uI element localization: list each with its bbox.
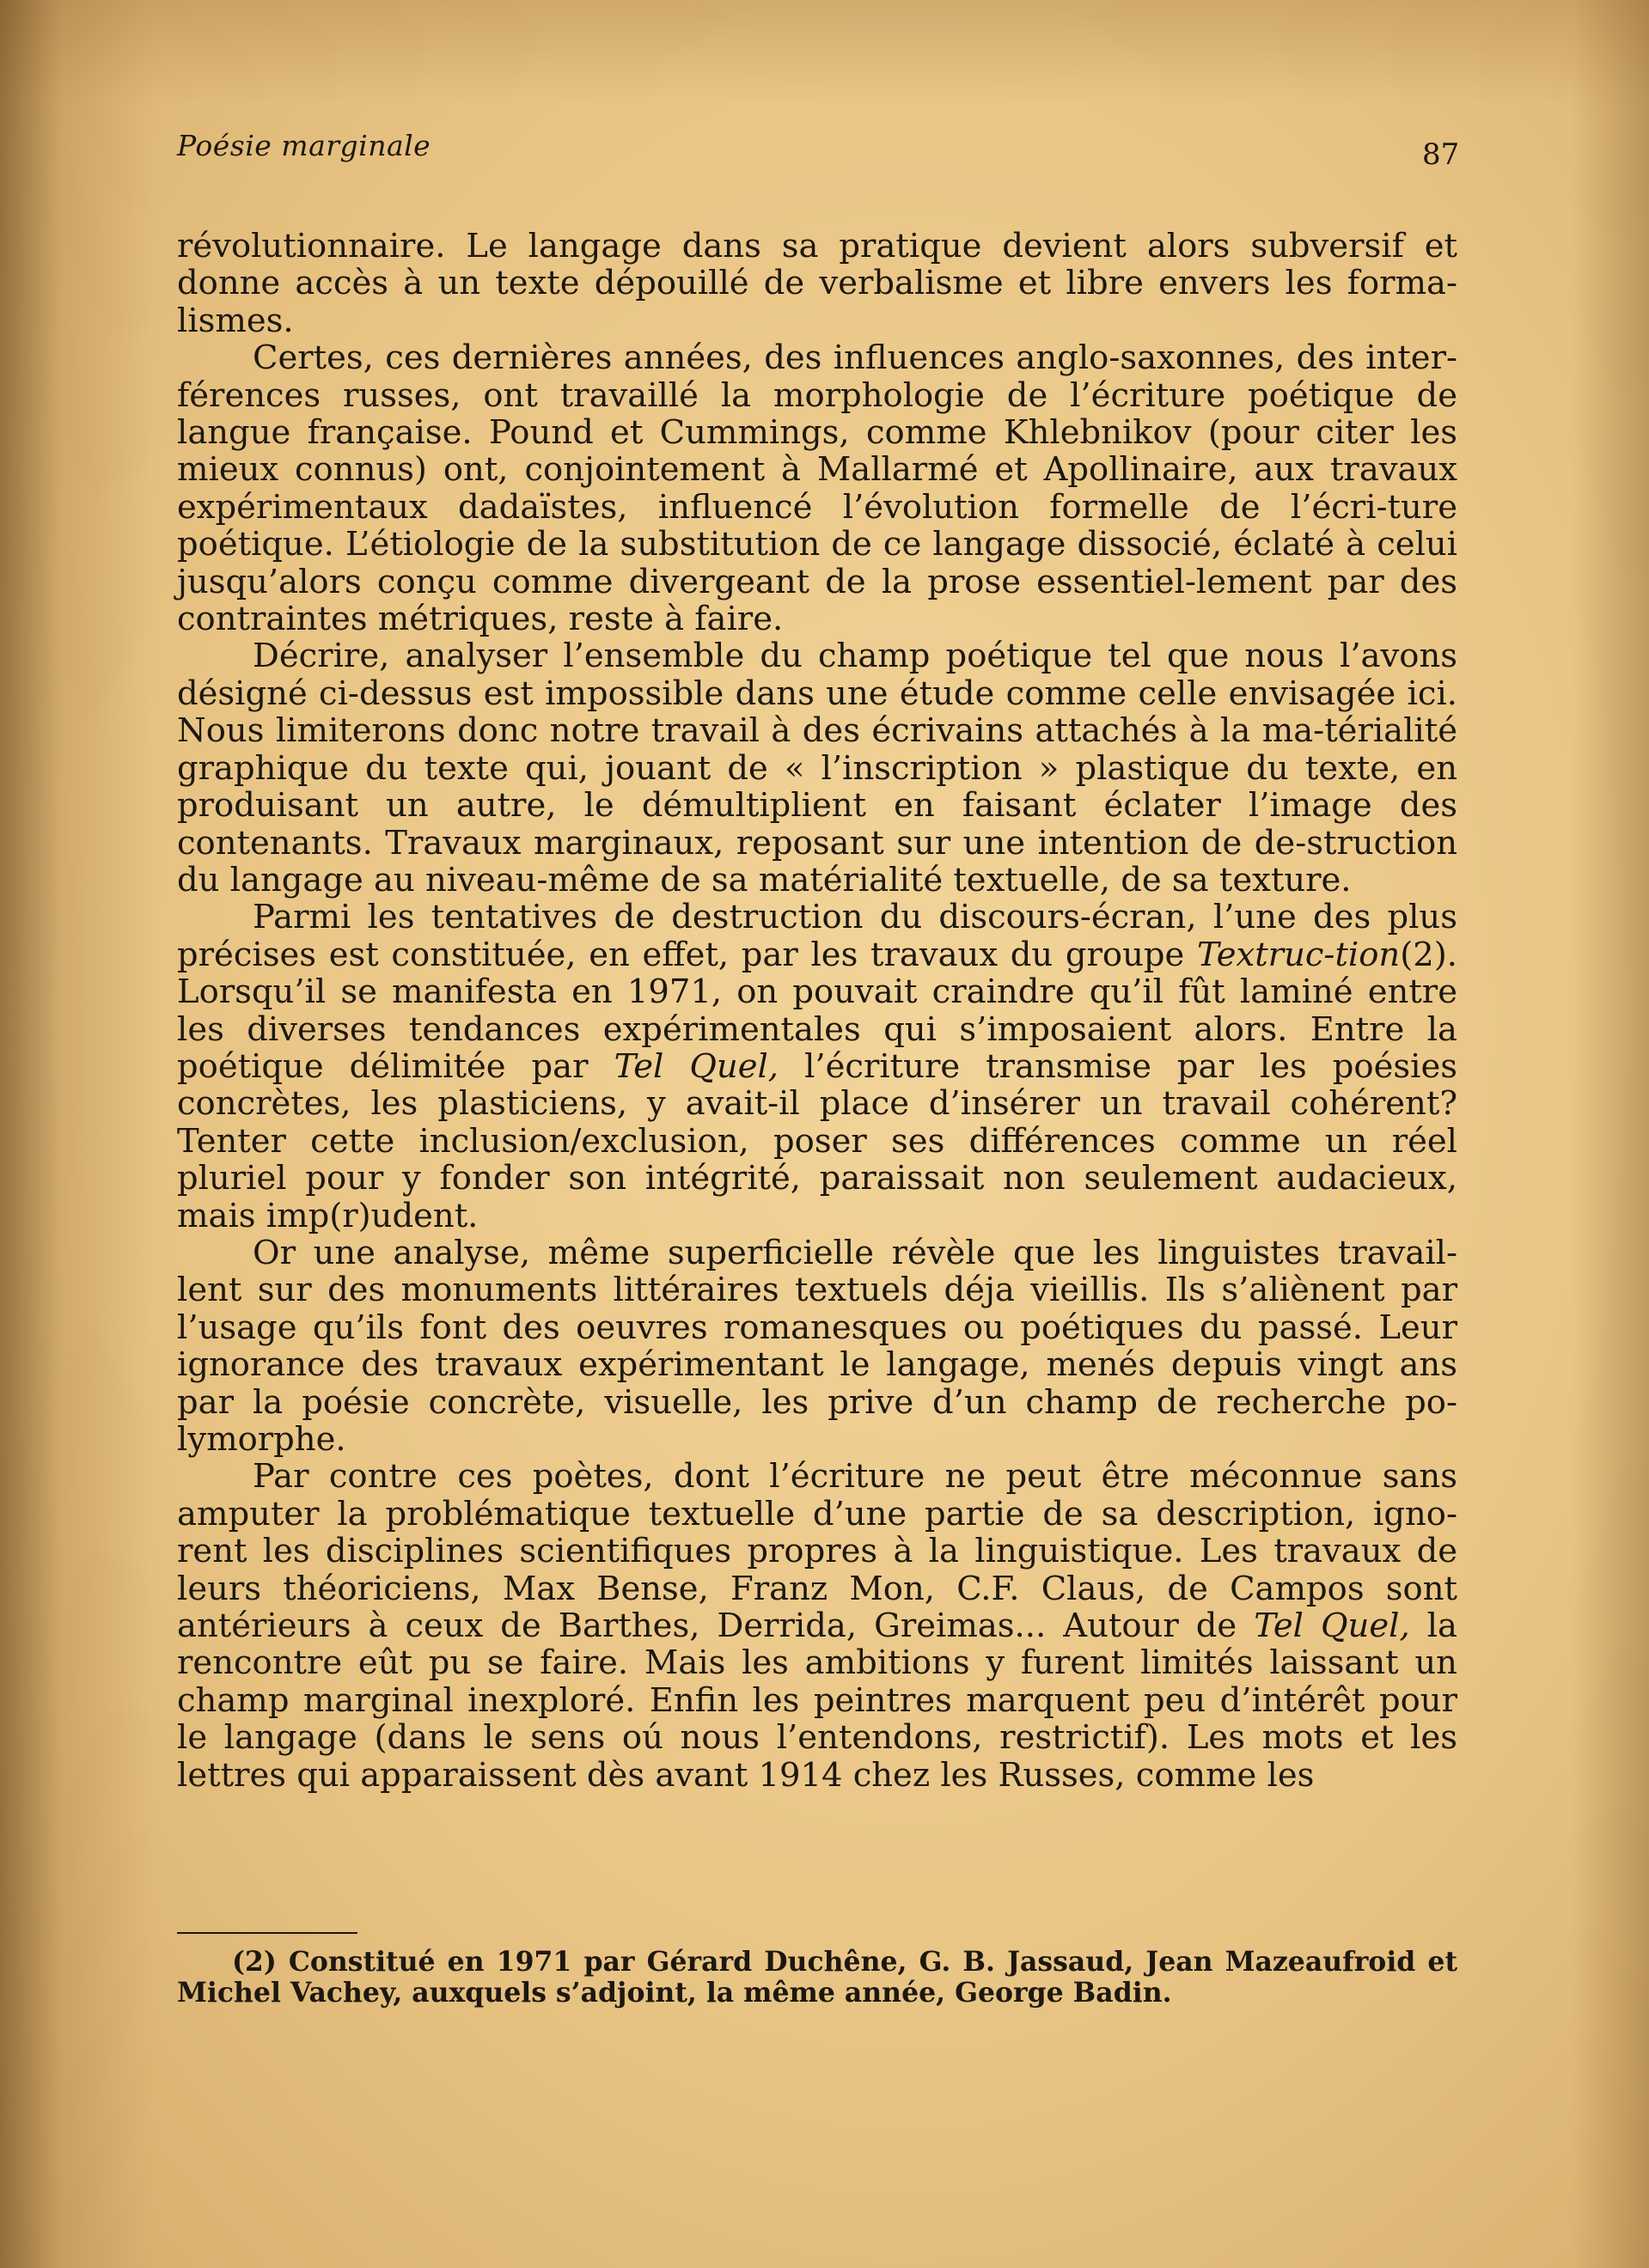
paragraph-5: Or une analyse, même superficielle révèle que les linguistes travail-lent sur des monuments littéraires textuels déja vieillis. Ils s’aliènent par l’usage qu’ils font des oeuvres romanesques ou poétiques du passé. Leur ignorance des travaux expérimentant le langage, menés depuis vingt ans par la poésie concrète, visuelle, les prive d’un champ de recherche po-lymorphe.: [177, 1233, 1457, 1459]
paragraph-2: Certes, ces dernières années, des influences anglo-saxonnes, des inter-férences russes, ont travaillé la morphologie de l’écriture poétique de langue française. Pound et Cummings, comme Khlebnikov (pour citer les mieux connus) ont, conjointement à Mallarmé et Apollinaire, aux travaux expérimentaux dadaïstes, influencé l’évolution formelle de l’écri-ture poétique. L’étiologie de la substitution de ce langage dissocié, éclaté à celui jusqu’alors conçu comme divergeant de la prose essentiel-lement par des contraintes métriques, reste à faire.: [177, 338, 1457, 639]
paragraph-4: Parmi les tentatives de destruction du discours-écran, l’une des plus précises est constituée, en effet, par les travaux du groupe Textruc-tion(2). Lorsqu’il se manifesta en 1971, on pouvait craindre qu’il fût laminé entre les diverses tendances expérimentales qui s’imposaient alors. Entre la poétique délimitée par Tel Quel, l’écriture transmise par les poésies concrètes, les plasticiens, y avait-il place d’insérer un travail cohérent? Tenter cette inclusion/exclusion, poser ses différences comme un réel pluriel pour y fonder son intégrité, paraissait non seulement audacieux, mais imp(r)udent.: [177, 898, 1457, 1235]
paragraph-1: révolutionnaire. Le langage dans sa pratique devient alors subversif et donne accès à un texte dépouillé de verbalisme et libre envers les forma-lismes.: [177, 227, 1457, 340]
tel-quel-title: Tel Quel,: [614, 1046, 779, 1086]
body-text: [177, 228, 1457, 1794]
page-number: 87: [1422, 137, 1460, 172]
textruction-title-cont: tion: [1334, 935, 1401, 974]
paragraph-6: Par contre ces poètes, dont l’écriture ne peut être méconnue sans amputer la problématique textuelle d’une partie de sa description, igno-rent les disciplines scientifiques propres à la linguistique. Les travaux de leurs théoriciens, Max Bense, Franz Mon, C.F. Claus, de Campos sont antérieurs à ceux de Barthes, Derrida, Greimas... Autour de Tel Quel, la rencontre eût pu se faire. Mais les ambitions y furent limités laissant un champ marginal inexploré. Enfin les peintres marquent peu d’intérêt pour le langage (dans le sens oú nous l’entendons, restrictif). Les mots et les lettres qui apparaissent dès avant 1914 chez les Russes, comme les: [177, 1457, 1457, 1795]
running-head: Poésie marginale: [177, 129, 431, 162]
paragraph-3: Décrire, analyser l’ensemble du champ poétique tel que nous l’avons désigné ci-dessus est impossible dans une étude comme celle envisagée ici. Nous limiterons donc notre travail à des écrivains attachés à la ma-térialité graphique du texte qui, jouant de « l’inscription » plastique du texte, en produisant un autre, le démultiplient en faisant éclater l’image des contenants. Travaux marginaux, reposant sur une intention de de-struction du langage au niveau-même de sa matérialité textuelle, de sa texture.: [177, 637, 1457, 899]
footnote-ref: (2). Lorsqu’il se manifesta en 1971, on pouvait craindre qu’il fût: [177, 935, 1457, 1012]
tel-quel-title-2: Tel Quel,: [1254, 1606, 1410, 1646]
footnote: [177, 1947, 1457, 2008]
textruction-title: Textruc-: [1197, 935, 1335, 974]
footnote-text: (2) Constitué en 1971 par Gérard Duchêne, G. B. Jassaud, Jean Mazeaufroid et Michel Vachey, auxquels s’adjoint, la même année, George Badin.: [177, 1946, 1458, 2009]
footnote-rule: [177, 1932, 357, 1934]
